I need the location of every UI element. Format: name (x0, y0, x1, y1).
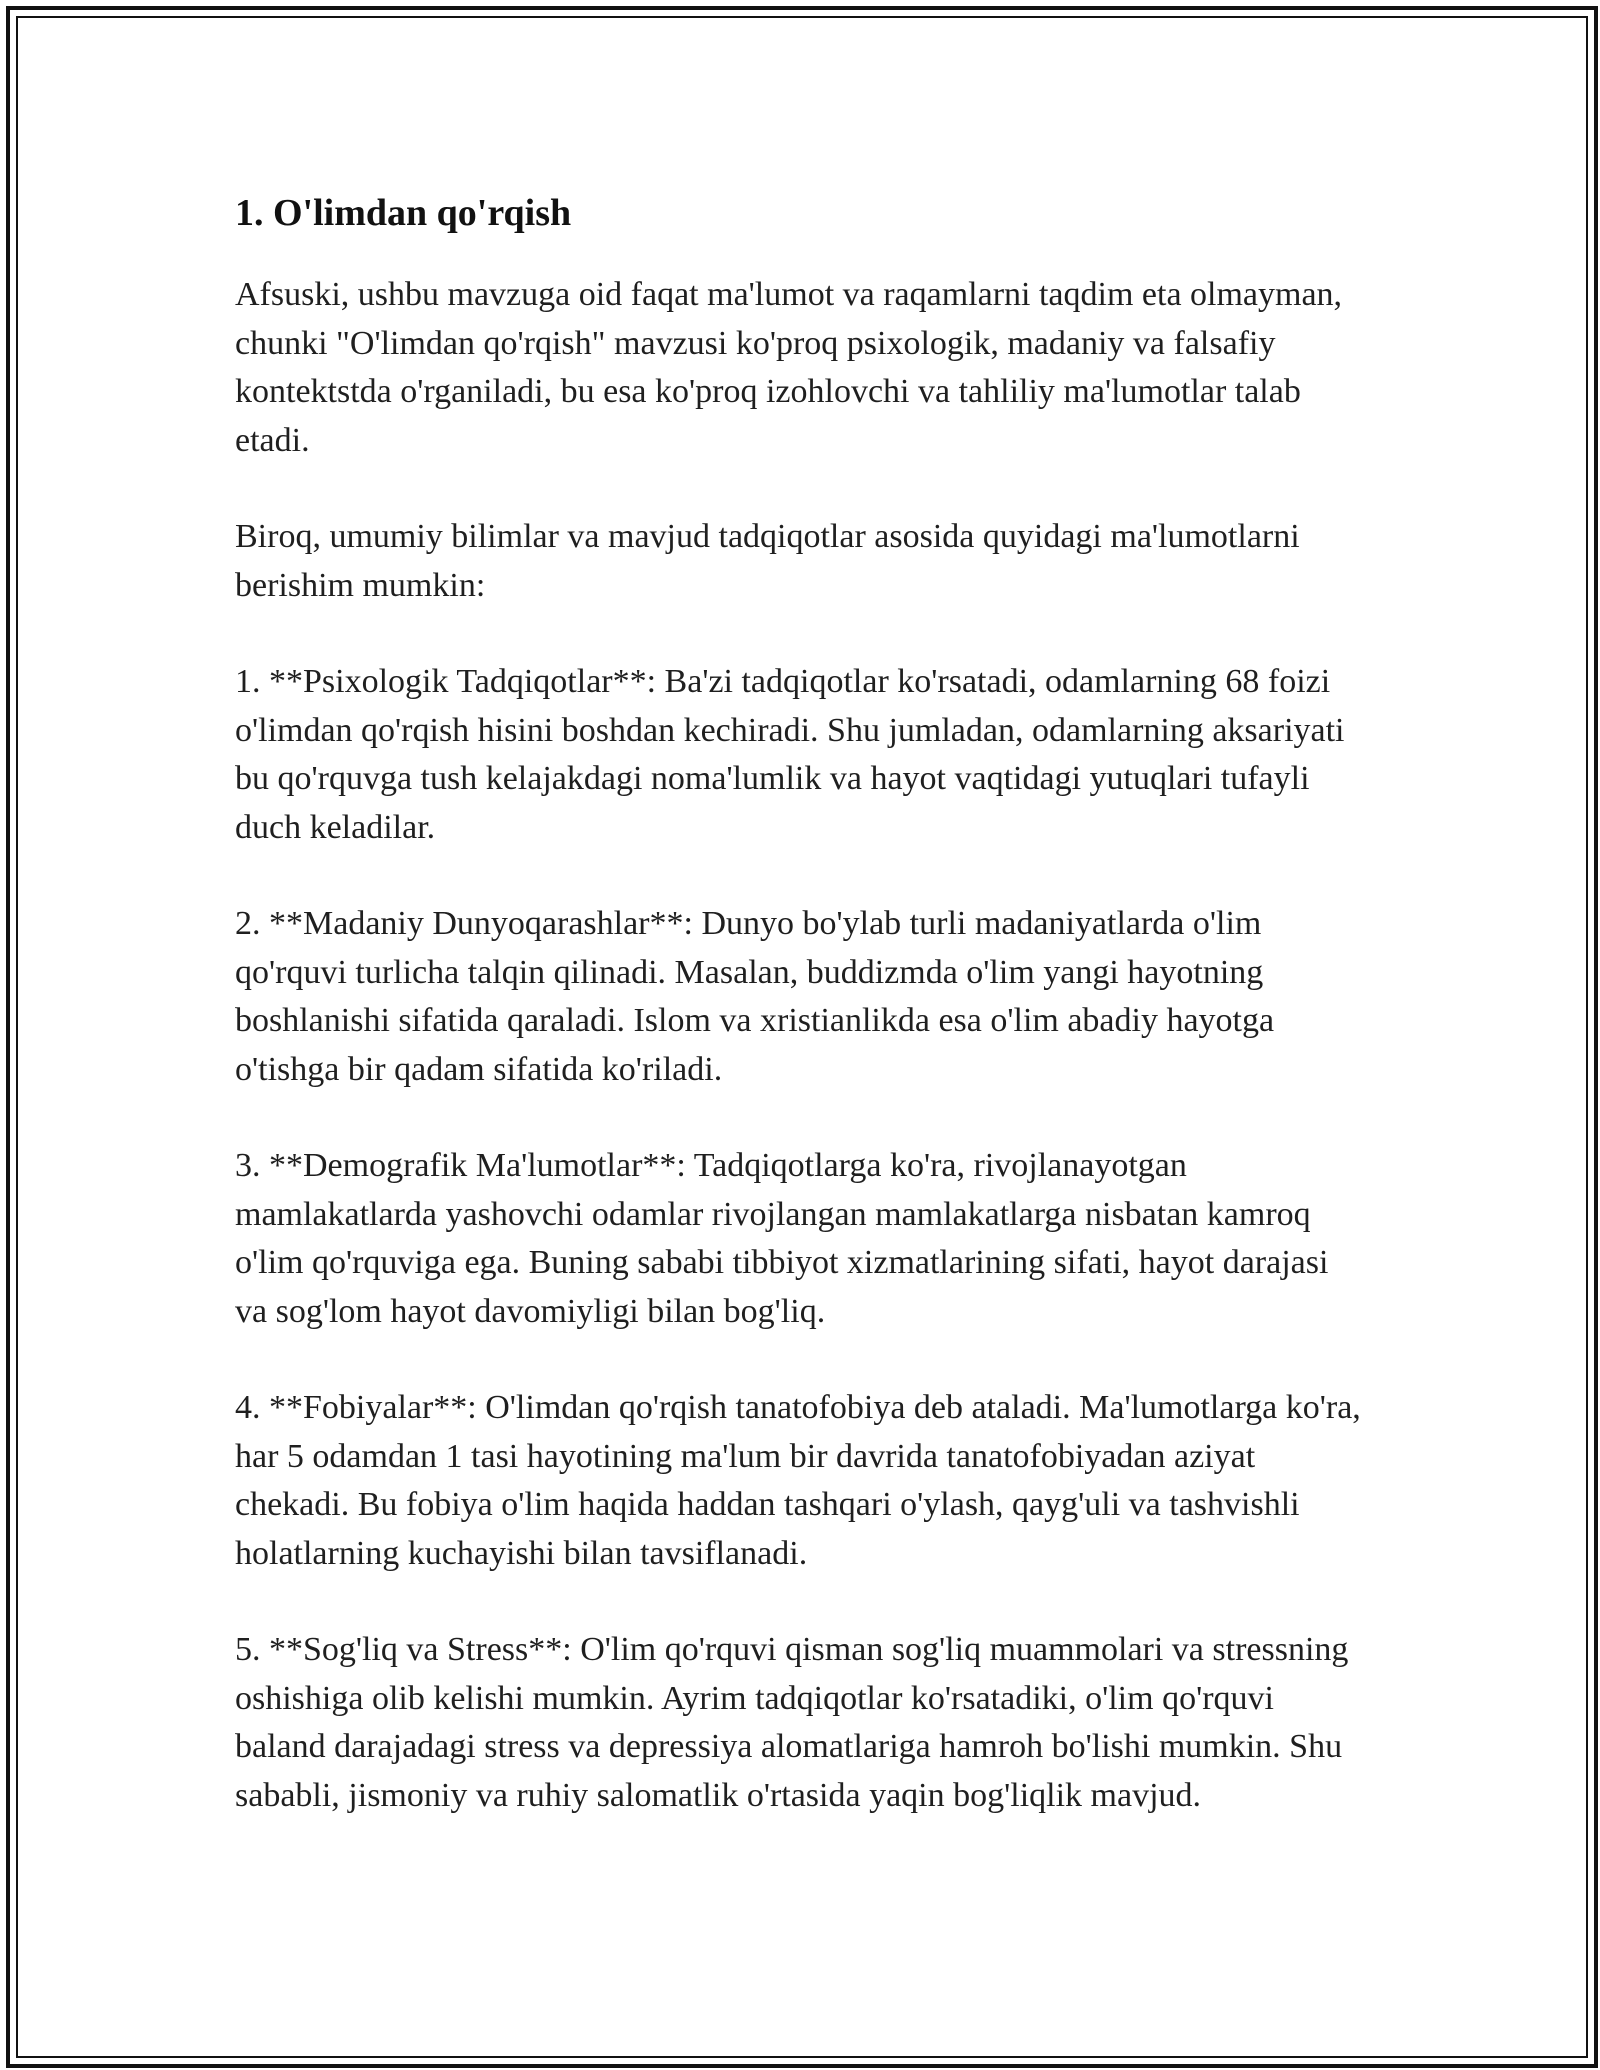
point-cultural-views: 2. **Madaniy Dunyoqarashlar**: Dunyo bo'ylab turli madaniyatlarda o'lim qo'rquvi turlicha talqin qilinadi. Masalan, buddizmda o'lim yangi hayotning boshlanishi sifatida qaraladi. Islom va xristianlikda esa o'lim abadiy hayotga o'tishga bir qadam sifatida ko'riladi. (235, 905, 1275, 1088)
point-psychological-studies: 1. **Psixologik Tadqiqotlar**: Ba'zi tadqiqotlar ko'rsatadi, odamlarning 68 foizi o'limdan qo'rqish hisini boshdan kechiradi. Shu jumladan, odamlarning aksariyati bu qo'rquvga tush kelajakdagi noma'lumlik va hayot vaqtidagi yutuqlari tufayli duch keladilar. (235, 663, 1345, 846)
point-health-and-stress: 5. **Sog'liq va Stress**: O'lim qo'rquvi qisman sog'liq muammolari va stressning oshishiga olib kelishi mumkin. Ayrim tadqiqotlar ko'rsatadiki, o'lim qo'rquvi baland darajadagi stress va depressiya alomatlariga hamroh bo'lishi mumkin. Shu sababli, jismoniy va ruhiy salomatlik o'rtasida yaqin bog'liqlik mavjud. (235, 1631, 1349, 1814)
intro-paragraph: Afsuski, ushbu mavzuga oid faqat ma'lumot va raqamlarni taqdim eta olmayman, chunki "O'limdan qo'rqish" mavzusi ko'proq psixologik, madaniy va falsafiy kontektstda o'rganiladi, bu esa ko'proq izohlovchi va tahliliy ma'lumotlar talab etadi. (235, 276, 1343, 459)
document-heading: 1. O'limdan qo'rqish (235, 192, 572, 234)
document-body (235, 185, 1365, 1820)
point-demographic-data: 3. **Demografik Ma'lumotlar**: Tadqiqotlarga ko'ra, rivojlanayotgan mamlakatlarda yashovchi odamlar rivojlangan mamlakatlarga nisbatan kamroq o'lim qo'rquviga ega. Buning sababi tibbiyot xizmatlarining sifati, hayot darajasi va sog'lom hayot davomiyligi bilan bog'liq. (235, 1147, 1329, 1330)
lead-in-paragraph: Biroq, umumiy bilimlar va mavjud tadqiqotlar asosida quyidagi ma'lumotlarni berishim mumkin: (235, 518, 1300, 604)
point-phobias: 4. **Fobiyalar**: O'limdan qo'rqish tanatofobiya deb ataladi. Ma'lumotlarga ko'ra, har 5 odamdan 1 tasi hayotining ma'lum bir davrida tanatofobiyadan aziyat chekadi. Bu fobiya o'lim haqida haddan tashqari o'ylash, qayg'uli va tashvishli holatlarning kuchayishi bilan tavsiflanadi. (235, 1389, 1361, 1572)
